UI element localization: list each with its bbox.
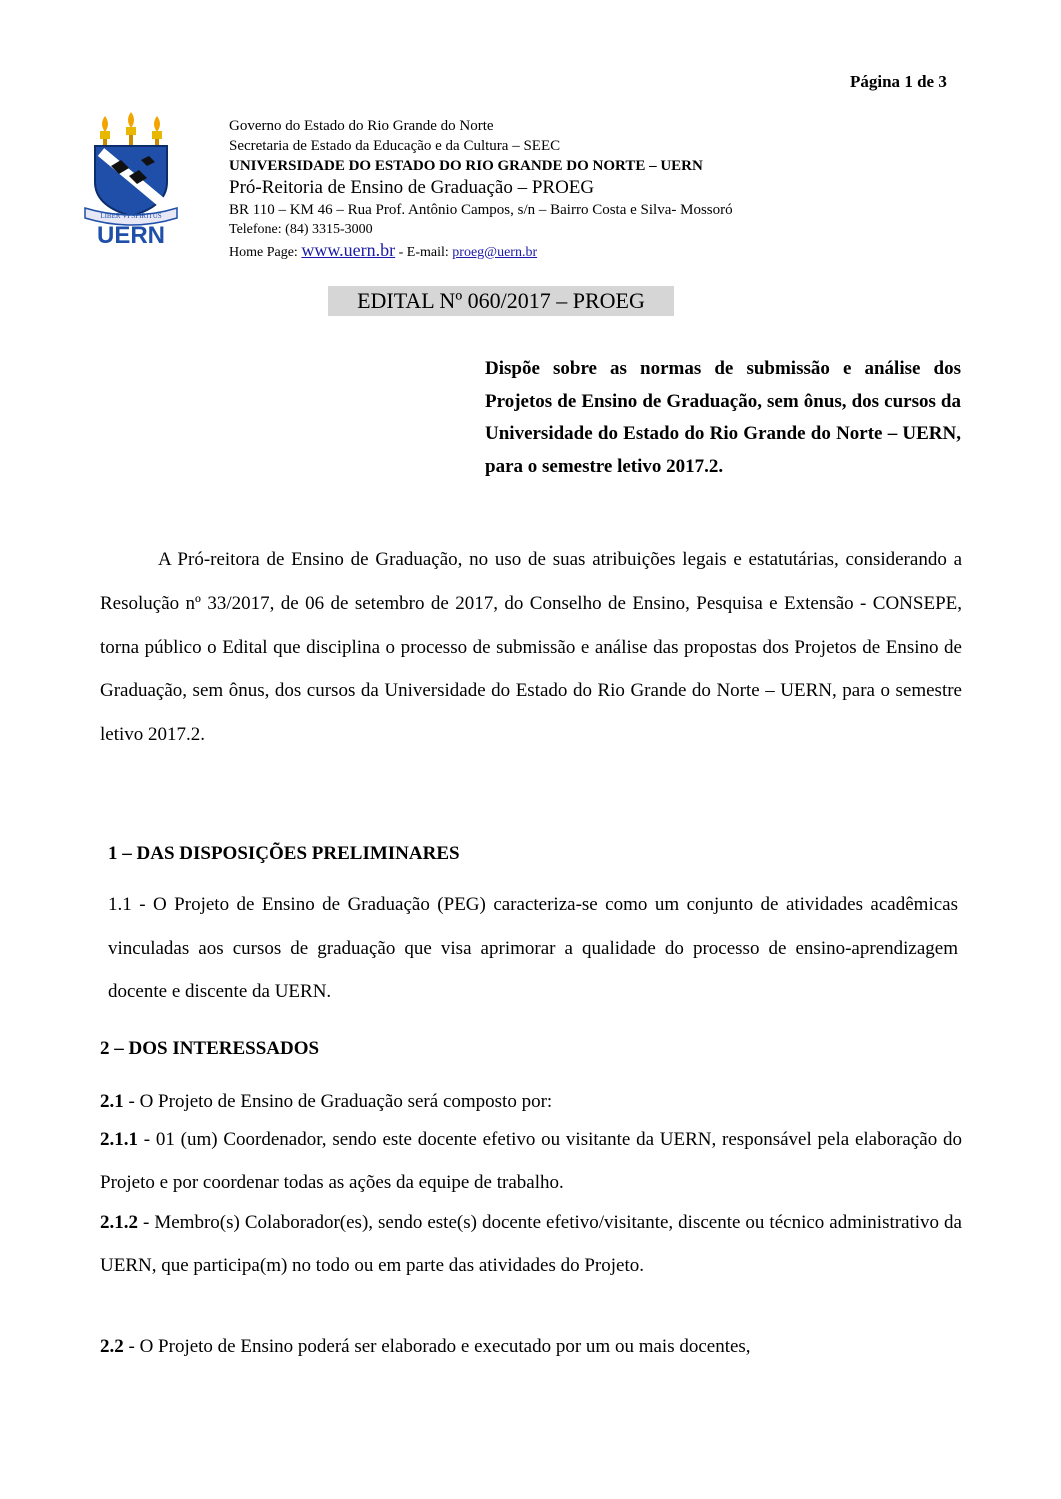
edital-title: EDITAL Nº 060/2017 – PROEG xyxy=(328,286,674,316)
paragraph-2-2: 2.2 - O Projeto de Ensino poderá ser elaborado e executado por um ou mais docentes, xyxy=(100,1336,751,1357)
paragraph-1-1: 1.1 - O Projeto de Ensino de Graduação (PEG) caracteriza-se como um conjunto de atividades acadêmicas vinculadas aos cursos de graduação que visa aprimorar a qualidade do processo de ensino-aprendizagem docente e discente da UERN. xyxy=(108,894,958,1002)
header-line-phone: Telefone: (84) 3315-3000 xyxy=(229,222,373,237)
uern-crest-icon xyxy=(83,110,179,246)
section-1-title: 1 – DAS DISPOSIÇÕES PRELIMINARES xyxy=(108,843,460,864)
paragraph-2-1-1: 2.1.1 - 01 (um) Coordenador, sendo este docente efetivo ou visitante da UERN, responsável pela elaboração do Projeto e por coordenar todas as ações da equipe de trabalho. xyxy=(100,1129,962,1193)
page-number: Página 1 de 3 xyxy=(850,72,947,91)
svg-text:UERN: UERN xyxy=(96,222,166,246)
paragraph-2-1: 2.1 - O Projeto de Ensino de Graduação será composto por: xyxy=(100,1091,553,1112)
header-line-address: BR 110 – KM 46 – Rua Prof. Antônio Campos, s/n – Bairro Costa e Silva- Mossoró xyxy=(229,202,733,218)
header-line-proreitoria: Pró-Reitoria de Ensino de Graduação – PROEG xyxy=(229,177,595,198)
institution-header xyxy=(229,116,733,263)
paragraph-2-1-2: 2.1.2 - Membro(s) Colaborador(es), sendo este(s) docente efetivo/visitante, discente ou técnico administrativo da UERN, que participa(m) no todo ou em parte das atividades do Projeto. xyxy=(100,1212,962,1276)
header-line-university: UNIVERSIDADE DO ESTADO DO RIO GRANDE DO NORTE – UERN xyxy=(229,158,703,174)
section-2-title: 2 – DOS INTERESSADOS xyxy=(100,1038,320,1059)
ementa: Dispõe sobre as normas de submissão e análise dos Projetos de Ensino de Graduação, sem ônus, dos cursos da Universidade do Estado do Rio Grande do Norte – UERN, para o semestre letivo 2017.2. xyxy=(485,358,961,477)
svg-text:LIBER VI SPIRITUS: LIBER VI SPIRITUS xyxy=(100,212,162,220)
header-line-government: Governo do Estado do Rio Grande do Norte xyxy=(229,118,494,134)
email-link[interactable]: proeg@uern.br xyxy=(452,245,538,260)
header-line-contacts: Home Page: www.uern.br - E-mail: proeg@uern.br xyxy=(229,240,538,260)
uern-logo xyxy=(83,110,179,246)
intro-paragraph: A Pró-reitora de Ensino de Graduação, no uso de suas atribuições legais e estatutárias, considerando a Resolução nº 33/2017, de 06 de setembro de 2017, do Conselho de Ensino, Pesquisa e Extensão - CONSEPE, torna público o Edital que disciplina o processo de submissão e análise das propostas dos Projetos de Ensino de Graduação, sem ônus, dos cursos da Universidade do Estado do Rio Grande do Norte – UERN, para o semestre letivo 2017.2. xyxy=(100,549,962,746)
homepage-link[interactable]: www.uern.br xyxy=(301,240,396,260)
header-line-secretariat: Secretaria de Estado da Educação e da Cultura – SEEC xyxy=(229,138,561,154)
